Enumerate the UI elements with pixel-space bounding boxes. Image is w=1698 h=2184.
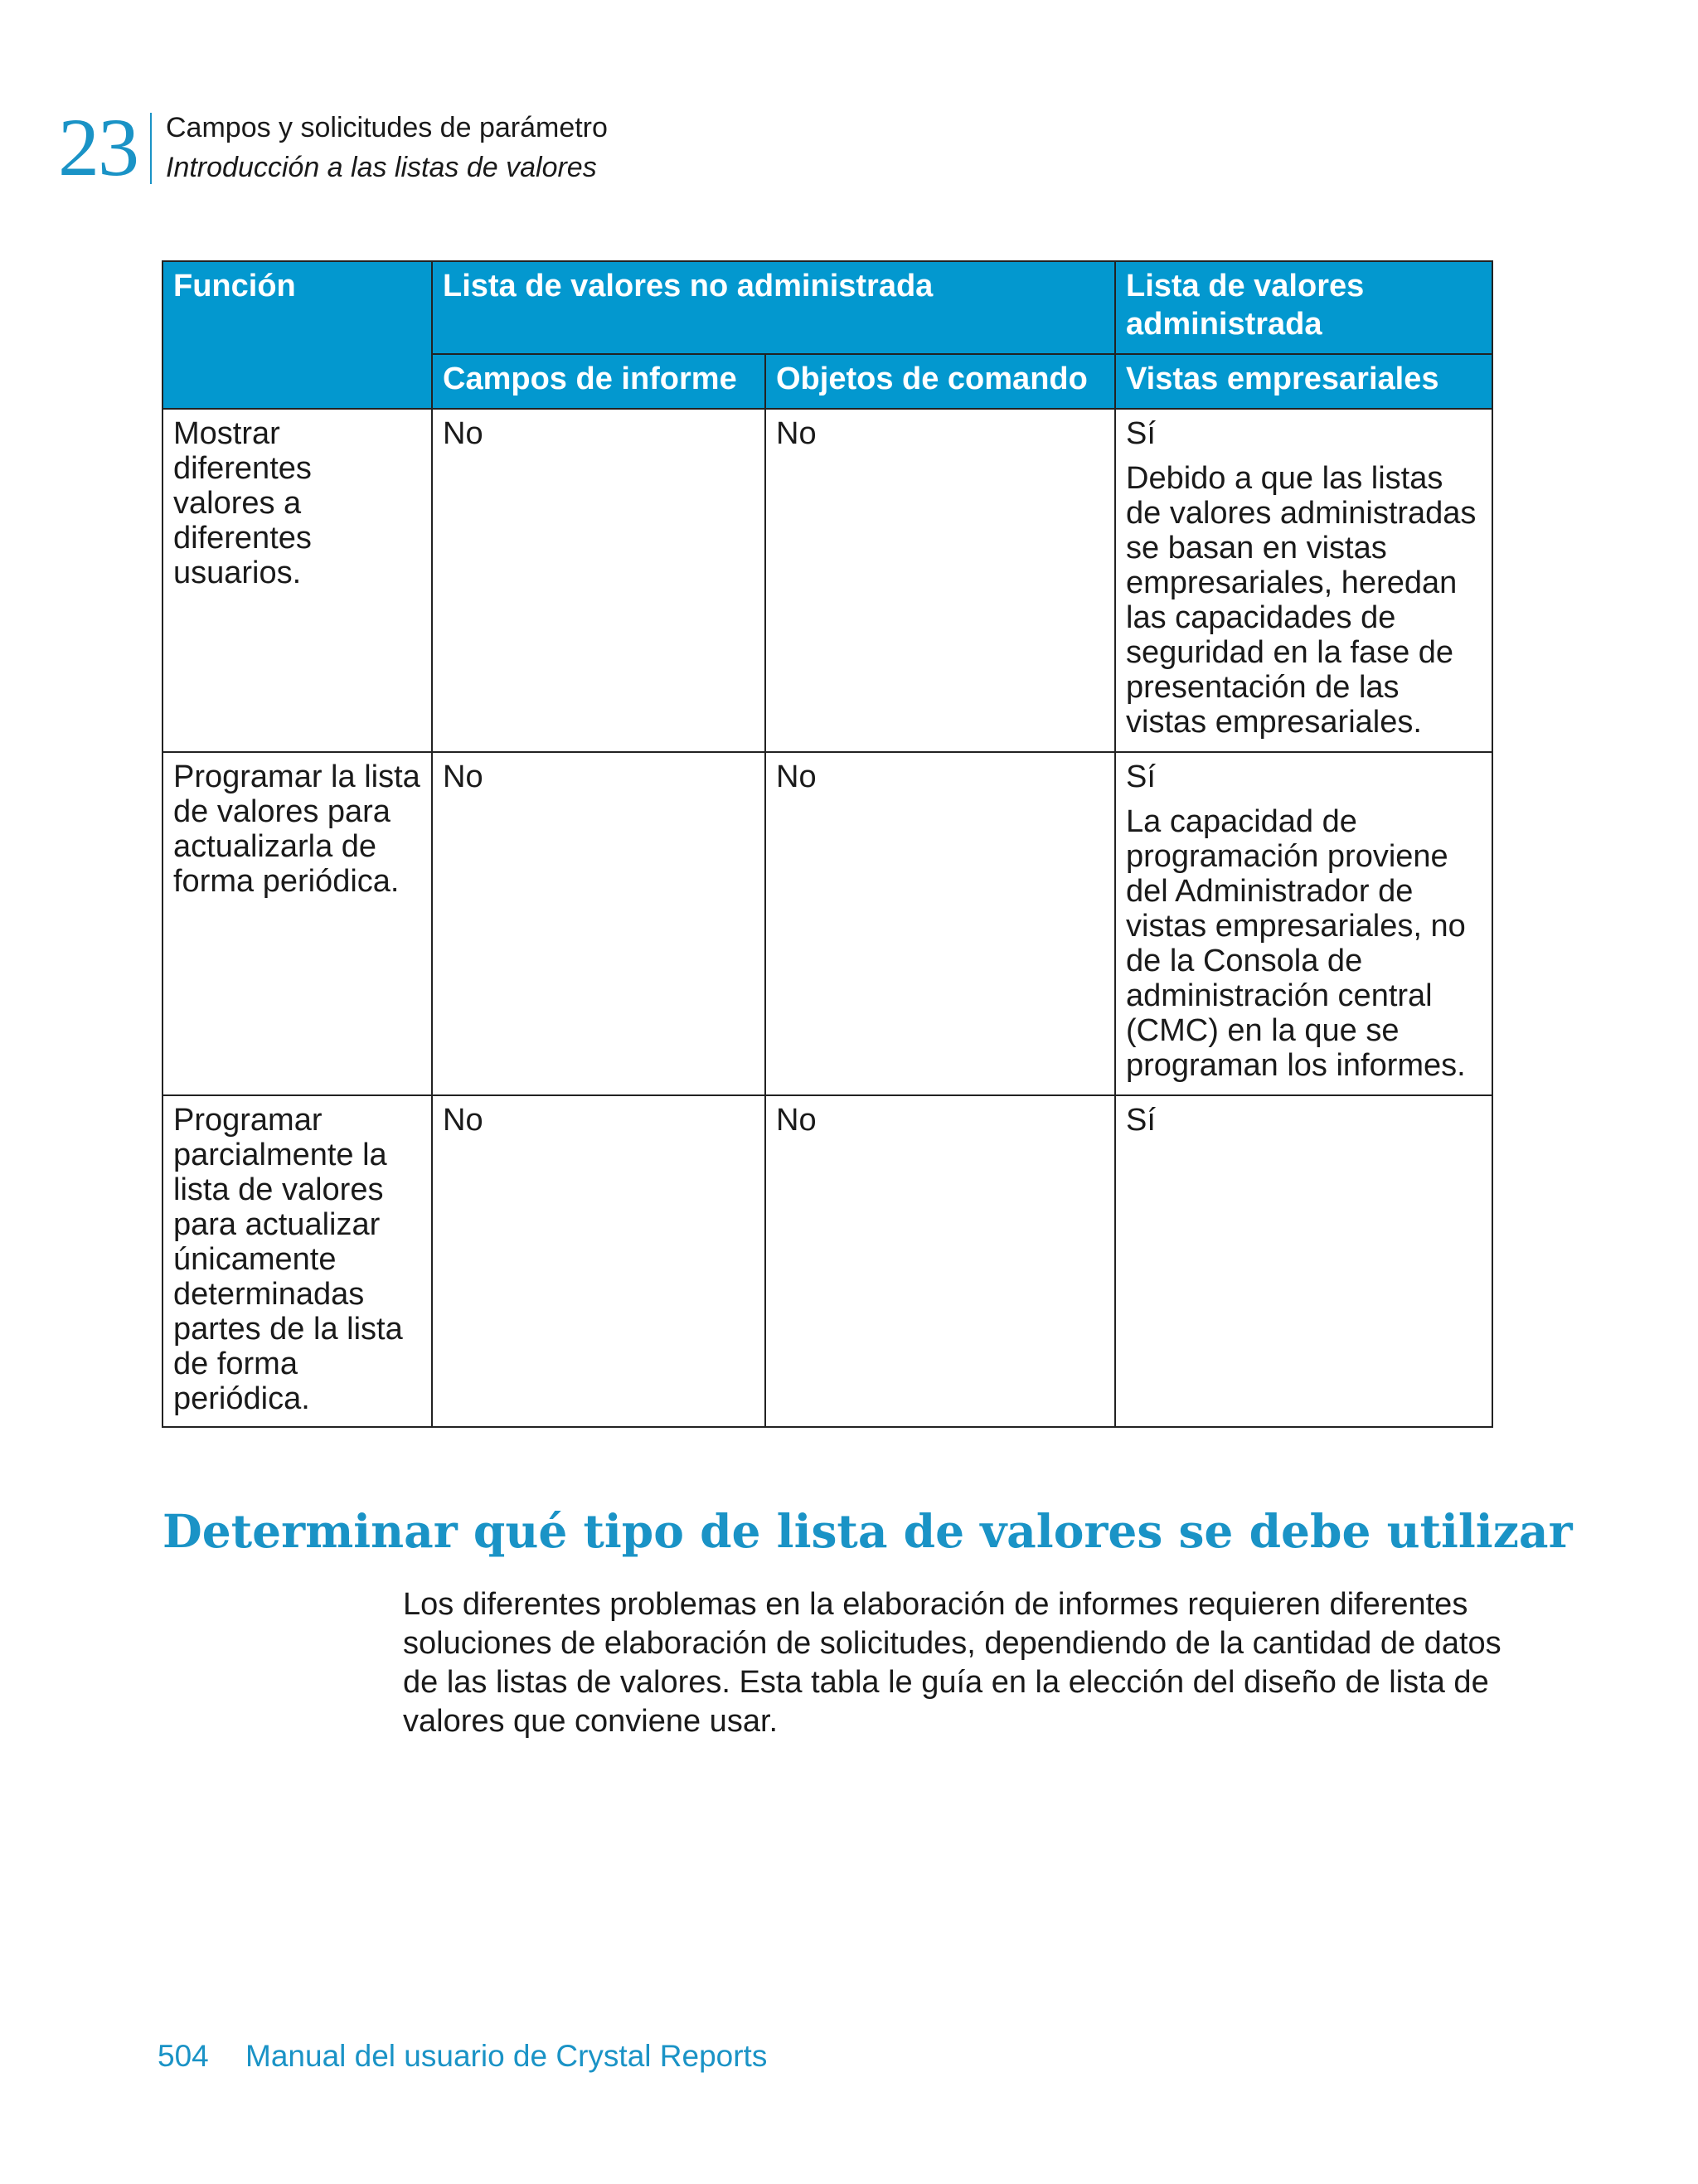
cell-objetos: No: [765, 1095, 1115, 1427]
header-objetos-de-comando: Objetos de comando: [765, 354, 1115, 409]
manual-title: Manual del usuario de Crystal Reports: [245, 2039, 768, 2073]
cell-vistas-value: Sí: [1126, 1103, 1156, 1138]
cell-vistas: [1115, 1095, 1492, 1427]
table-row: [163, 1095, 1492, 1427]
cell-campos: No: [432, 752, 765, 1095]
cell-vistas-value: Sí: [1126, 760, 1156, 794]
header-funcion: Función: [163, 261, 432, 409]
cell-vistas: [1115, 752, 1492, 1095]
cell-funcion: Mostrar diferentes valores a diferentes usuarios.: [163, 409, 432, 752]
cell-campos: No: [432, 1095, 765, 1427]
header-divider: [150, 113, 152, 184]
section-heading: Determinar qué tipo de lista de valores se debe utilizar: [163, 1503, 1573, 1558]
header-managed-group: Lista de valores administrada: [1115, 261, 1492, 354]
cell-funcion: Programar la lista de valores para actualizarla de forma periódica.: [163, 752, 432, 1095]
page-number: 504: [158, 2039, 209, 2073]
cell-objetos: No: [765, 752, 1115, 1095]
list-of-values-comparison-table: [162, 260, 1493, 1428]
chapter-number: 23: [58, 101, 138, 193]
table-header-row: [163, 261, 1492, 354]
cell-vistas-value: Sí: [1126, 416, 1156, 451]
header-unmanaged-group: Lista de valores no administrada: [432, 261, 1115, 354]
chapter-title: Campos y solicitudes de parámetro: [166, 112, 608, 143]
cell-funcion: Programar parcialmente la lista de valores para actualizar únicamente determinadas partes de la lista de forma periódica.: [163, 1095, 432, 1427]
cell-campos: No: [432, 409, 765, 752]
page-footer: [158, 2038, 767, 2075]
table-row: [163, 752, 1492, 1095]
section-subtitle: Introducción a las listas de valores: [166, 152, 597, 183]
cell-vistas-note: Debido a que las listas de valores administradas se basan en vistas empresariales, heredan las capacidades de seguridad en la fase de presentación de las vistas empresariales.: [1126, 461, 1477, 740]
cell-objetos: No: [765, 409, 1115, 752]
table-row: [163, 409, 1492, 752]
cell-vistas: [1115, 409, 1492, 752]
section-paragraph: Los diferentes problemas en la elaboración de informes requieren diferentes soluciones de elaboración de solicitudes, dependiendo de la cantidad de datos de las listas de valores. Esta tabla le guía en la elección del diseño de lista de valores que conviene usar.: [403, 1587, 1502, 1739]
header-vistas-empresariales: Vistas empresariales: [1115, 354, 1492, 409]
cell-vistas-note: La capacidad de programación proviene del Administrador de vistas empresariales, no de la Consola de administración central (CMC) en la que se programan los informes.: [1126, 804, 1466, 1083]
header-campos-de-informe: Campos de informe: [432, 354, 765, 409]
